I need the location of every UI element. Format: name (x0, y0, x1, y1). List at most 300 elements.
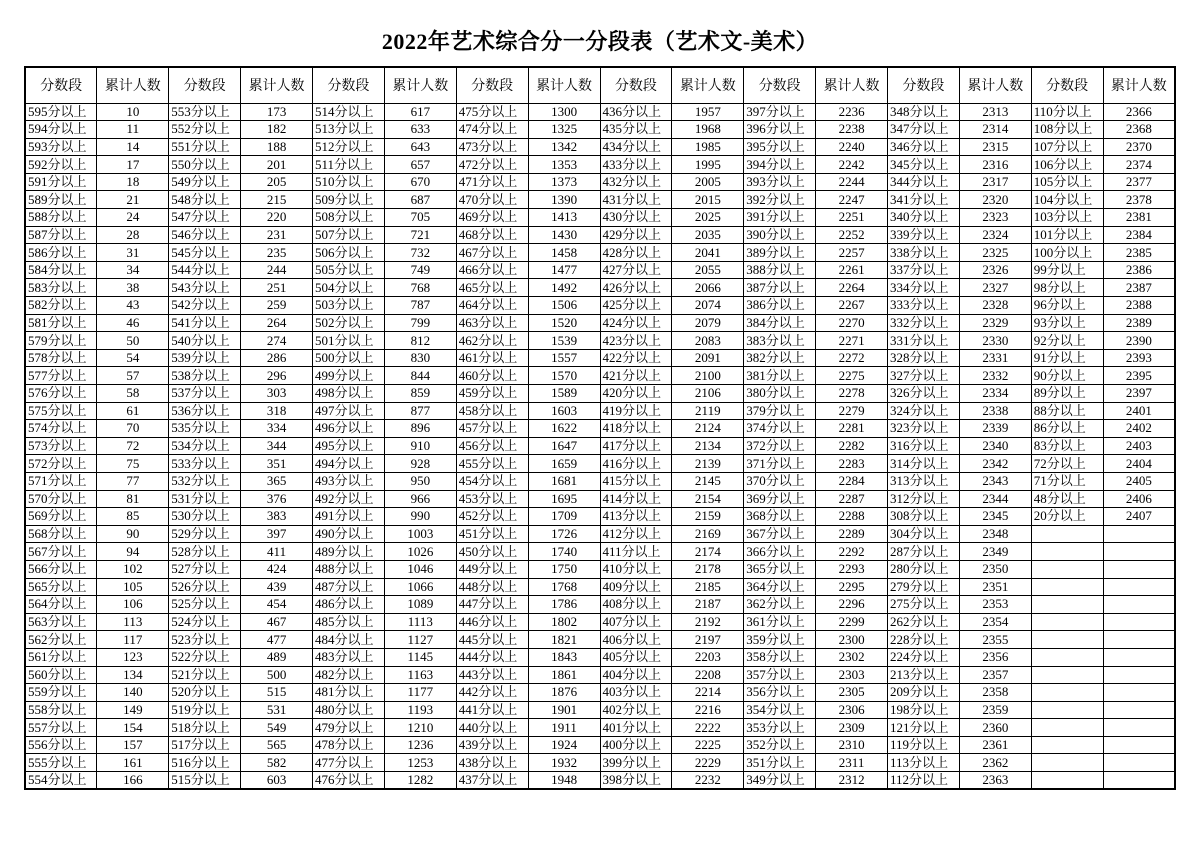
score-range-cell: 525分以上 (169, 596, 241, 614)
score-range-cell: 548分以上 (169, 191, 241, 209)
cumulative-count-cell: 2159 (672, 508, 744, 526)
score-range-cell: 354分以上 (744, 701, 816, 719)
cumulative-count-cell: 1300 (528, 103, 600, 121)
score-range-cell: 425分以上 (600, 297, 672, 315)
score-range-cell: 398分以上 (600, 772, 672, 790)
table-row (25, 684, 1175, 702)
cumulative-count-cell: 2406 (1103, 490, 1175, 508)
score-range-cell: 539分以上 (169, 349, 241, 367)
cumulative-count-cell: 721 (384, 226, 456, 244)
cumulative-count-cell: 1373 (528, 173, 600, 191)
cumulative-count-cell: 2317 (959, 173, 1031, 191)
table-body (25, 103, 1175, 789)
cumulative-count-cell: 2324 (959, 226, 1031, 244)
cumulative-count-cell: 113 (97, 613, 169, 631)
cumulative-count-cell (1103, 701, 1175, 719)
score-range-cell: 304分以上 (888, 525, 960, 543)
score-range-cell: 389分以上 (744, 244, 816, 262)
score-range-cell: 582分以上 (25, 297, 97, 315)
cumulative-count-cell: 477 (241, 631, 313, 649)
score-range-cell: 449分以上 (456, 560, 528, 578)
score-range-cell: 523分以上 (169, 631, 241, 649)
header-cumulative-count: 累计人数 (959, 67, 1031, 103)
cumulative-count-cell: 2311 (816, 754, 888, 772)
cumulative-count-cell: 2299 (816, 613, 888, 631)
table-row (25, 437, 1175, 455)
score-range-cell: 88分以上 (1031, 402, 1103, 420)
cumulative-count-cell: 910 (384, 437, 456, 455)
cumulative-count-cell: 768 (384, 279, 456, 297)
table-row (25, 578, 1175, 596)
score-range-cell: 468分以上 (456, 226, 528, 244)
score-range-cell: 530分以上 (169, 508, 241, 526)
cumulative-count-cell: 1282 (384, 772, 456, 790)
cumulative-count-cell: 90 (97, 525, 169, 543)
score-range-cell: 460分以上 (456, 367, 528, 385)
cumulative-count-cell: 2395 (1103, 367, 1175, 385)
cumulative-count-cell: 154 (97, 719, 169, 737)
score-range-cell: 502分以上 (313, 314, 385, 332)
table-row (25, 367, 1175, 385)
score-range-cell: 91分以上 (1031, 349, 1103, 367)
cumulative-count-cell: 173 (241, 103, 313, 121)
cumulative-count-cell: 2216 (672, 701, 744, 719)
cumulative-count-cell: 201 (241, 156, 313, 174)
cumulative-count-cell: 1390 (528, 191, 600, 209)
cumulative-count-cell: 2359 (959, 701, 1031, 719)
score-range-cell: 328分以上 (888, 349, 960, 367)
cumulative-count-cell: 1477 (528, 261, 600, 279)
score-range-cell: 349分以上 (744, 772, 816, 790)
score-range-cell: 471分以上 (456, 173, 528, 191)
cumulative-count-cell: 296 (241, 367, 313, 385)
cumulative-count-cell: 43 (97, 297, 169, 315)
cumulative-count-cell: 2287 (816, 490, 888, 508)
cumulative-count-cell: 244 (241, 261, 313, 279)
table-row (25, 209, 1175, 227)
score-range-cell: 339分以上 (888, 226, 960, 244)
cumulative-count-cell: 2348 (959, 525, 1031, 543)
cumulative-count-cell: 251 (241, 279, 313, 297)
cumulative-count-cell: 2079 (672, 314, 744, 332)
cumulative-count-cell: 2405 (1103, 472, 1175, 490)
table-row (25, 490, 1175, 508)
score-range-cell: 521分以上 (169, 666, 241, 684)
cumulative-count-cell: 2055 (672, 261, 744, 279)
cumulative-count-cell: 2403 (1103, 437, 1175, 455)
cumulative-count-cell: 1995 (672, 156, 744, 174)
cumulative-count-cell: 2350 (959, 560, 1031, 578)
table-row (25, 279, 1175, 297)
score-range-cell: 451分以上 (456, 525, 528, 543)
cumulative-count-cell: 2363 (959, 772, 1031, 790)
score-range-cell: 536分以上 (169, 402, 241, 420)
score-range-cell: 417分以上 (600, 437, 672, 455)
score-range-cell: 358分以上 (744, 648, 816, 666)
score-range-cell (1031, 525, 1103, 543)
score-range-cell: 366分以上 (744, 543, 816, 561)
cumulative-count-cell: 1193 (384, 701, 456, 719)
score-range-cell (1031, 754, 1103, 772)
cumulative-count-cell: 1802 (528, 613, 600, 631)
cumulative-count-cell: 235 (241, 244, 313, 262)
table-row (25, 402, 1175, 420)
score-range-cell: 540分以上 (169, 332, 241, 350)
score-range-cell: 86分以上 (1031, 420, 1103, 438)
table-row (25, 420, 1175, 438)
score-range-cell: 591分以上 (25, 173, 97, 191)
score-range-cell: 380分以上 (744, 385, 816, 403)
cumulative-count-cell: 531 (241, 701, 313, 719)
score-range-cell: 391分以上 (744, 209, 816, 227)
score-range-cell: 489分以上 (313, 543, 385, 561)
score-range-cell: 564分以上 (25, 596, 97, 614)
cumulative-count-cell: 2229 (672, 754, 744, 772)
cumulative-count-cell: 365 (241, 472, 313, 490)
cumulative-count-cell: 1726 (528, 525, 600, 543)
cumulative-count-cell: 1647 (528, 437, 600, 455)
cumulative-count-cell: 2404 (1103, 455, 1175, 473)
cumulative-count-cell: 2271 (816, 332, 888, 350)
score-range-cell: 428分以上 (600, 244, 672, 262)
cumulative-count-cell: 1861 (528, 666, 600, 684)
cumulative-count-cell: 1603 (528, 402, 600, 420)
score-range-cell: 588分以上 (25, 209, 97, 227)
score-range-cell (1031, 613, 1103, 631)
score-range-cell: 71分以上 (1031, 472, 1103, 490)
score-range-cell: 472分以上 (456, 156, 528, 174)
cumulative-count-cell: 2355 (959, 631, 1031, 649)
score-range-cell: 384分以上 (744, 314, 816, 332)
score-range-cell: 519分以上 (169, 701, 241, 719)
cumulative-count-cell: 2381 (1103, 209, 1175, 227)
score-range-cell: 439分以上 (456, 736, 528, 754)
cumulative-count-cell: 21 (97, 191, 169, 209)
score-range-cell (1031, 596, 1103, 614)
score-range-cell: 559分以上 (25, 684, 97, 702)
cumulative-count-cell: 38 (97, 279, 169, 297)
cumulative-count-cell: 617 (384, 103, 456, 121)
cumulative-count-cell: 1932 (528, 754, 600, 772)
cumulative-count-cell: 2356 (959, 648, 1031, 666)
cumulative-count-cell: 1353 (528, 156, 600, 174)
score-range-cell: 121分以上 (888, 719, 960, 737)
score-range-cell: 400分以上 (600, 736, 672, 754)
cumulative-count-cell: 1924 (528, 736, 600, 754)
cumulative-count-cell: 2244 (816, 173, 888, 191)
cumulative-count-cell: 1821 (528, 631, 600, 649)
cumulative-count-cell (1103, 719, 1175, 737)
score-range-cell: 553分以上 (169, 103, 241, 121)
score-range-cell: 478分以上 (313, 736, 385, 754)
score-range-cell: 436分以上 (600, 103, 672, 121)
cumulative-count-cell: 2083 (672, 332, 744, 350)
cumulative-count-cell: 2222 (672, 719, 744, 737)
cumulative-count-cell: 2270 (816, 314, 888, 332)
score-range-cell: 462分以上 (456, 332, 528, 350)
cumulative-count-cell: 1948 (528, 772, 600, 790)
cumulative-count-cell: 467 (241, 613, 313, 631)
score-range-cell: 551分以上 (169, 138, 241, 156)
score-range-cell: 72分以上 (1031, 455, 1103, 473)
cumulative-count-cell: 2247 (816, 191, 888, 209)
score-range-cell: 565分以上 (25, 578, 97, 596)
score-range-cell: 437分以上 (456, 772, 528, 790)
cumulative-count-cell: 149 (97, 701, 169, 719)
cumulative-count-cell: 2368 (1103, 121, 1175, 139)
score-range-cell: 537分以上 (169, 385, 241, 403)
cumulative-count-cell: 749 (384, 261, 456, 279)
score-range-cell: 465分以上 (456, 279, 528, 297)
cumulative-count-cell: 2343 (959, 472, 1031, 490)
cumulative-count-cell (1103, 596, 1175, 614)
cumulative-count-cell: 1968 (672, 121, 744, 139)
cumulative-count-cell: 1127 (384, 631, 456, 649)
score-range-cell: 352分以上 (744, 736, 816, 754)
cumulative-count-cell (1103, 648, 1175, 666)
score-range-cell: 461分以上 (456, 349, 528, 367)
score-range-cell: 412分以上 (600, 525, 672, 543)
cumulative-count-cell: 454 (241, 596, 313, 614)
score-range-cell: 392分以上 (744, 191, 816, 209)
cumulative-count-cell: 2134 (672, 437, 744, 455)
score-range-cell: 435分以上 (600, 121, 672, 139)
score-range-cell: 577分以上 (25, 367, 97, 385)
cumulative-count-cell: 2278 (816, 385, 888, 403)
cumulative-count-cell: 2174 (672, 543, 744, 561)
score-range-cell: 570分以上 (25, 490, 97, 508)
score-range-cell: 90分以上 (1031, 367, 1103, 385)
score-range-cell: 426分以上 (600, 279, 672, 297)
score-range-cell: 587分以上 (25, 226, 97, 244)
cumulative-count-cell: 2238 (816, 121, 888, 139)
cumulative-count-cell: 515 (241, 684, 313, 702)
table-row (25, 560, 1175, 578)
cumulative-count-cell: 489 (241, 648, 313, 666)
table-row (25, 736, 1175, 754)
cumulative-count-cell: 1413 (528, 209, 600, 227)
score-range-cell: 399分以上 (600, 754, 672, 772)
cumulative-count-cell: 376 (241, 490, 313, 508)
score-range-cell: 430分以上 (600, 209, 672, 227)
score-range-cell: 477分以上 (313, 754, 385, 772)
score-range-cell: 365分以上 (744, 560, 816, 578)
cumulative-count-cell (1103, 684, 1175, 702)
score-range-cell: 535分以上 (169, 420, 241, 438)
cumulative-count-cell: 1957 (672, 103, 744, 121)
score-range-cell: 589分以上 (25, 191, 97, 209)
score-range-cell: 409分以上 (600, 578, 672, 596)
cumulative-count-cell: 11 (97, 121, 169, 139)
cumulative-count-cell: 2074 (672, 297, 744, 315)
score-range-cell: 213分以上 (888, 666, 960, 684)
score-range-cell: 441分以上 (456, 701, 528, 719)
score-range-cell: 390分以上 (744, 226, 816, 244)
score-range-cell: 492分以上 (313, 490, 385, 508)
cumulative-count-cell: 2225 (672, 736, 744, 754)
score-range-cell: 401分以上 (600, 719, 672, 737)
score-range-cell: 454分以上 (456, 472, 528, 490)
table-row (25, 455, 1175, 473)
score-range-cell: 110分以上 (1031, 103, 1103, 121)
score-range-cell: 447分以上 (456, 596, 528, 614)
cumulative-count-cell: 157 (97, 736, 169, 754)
score-range-cell: 381分以上 (744, 367, 816, 385)
score-range-cell: 506分以上 (313, 244, 385, 262)
score-range-cell: 445分以上 (456, 631, 528, 649)
cumulative-count-cell: 2384 (1103, 226, 1175, 244)
cumulative-count-cell: 2349 (959, 543, 1031, 561)
table-row (25, 613, 1175, 631)
cumulative-count-cell: 2330 (959, 332, 1031, 350)
cumulative-count-cell: 2178 (672, 560, 744, 578)
score-range-cell: 542分以上 (169, 297, 241, 315)
score-range-cell: 561分以上 (25, 648, 97, 666)
cumulative-count-cell: 2185 (672, 578, 744, 596)
table-row (25, 226, 1175, 244)
cumulative-count-cell: 2327 (959, 279, 1031, 297)
score-range-cell: 543分以上 (169, 279, 241, 297)
score-range-cell: 382分以上 (744, 349, 816, 367)
cumulative-count-cell: 896 (384, 420, 456, 438)
cumulative-count-cell: 1750 (528, 560, 600, 578)
cumulative-count-cell: 286 (241, 349, 313, 367)
score-range-cell: 511分以上 (313, 156, 385, 174)
score-range-cell (1031, 772, 1103, 790)
cumulative-count-cell: 2267 (816, 297, 888, 315)
score-range-cell (1031, 560, 1103, 578)
score-range-cell: 501分以上 (313, 332, 385, 350)
cumulative-count-cell: 274 (241, 332, 313, 350)
score-range-cell: 494分以上 (313, 455, 385, 473)
score-range-cell: 448分以上 (456, 578, 528, 596)
table-row (25, 648, 1175, 666)
score-range-cell: 581分以上 (25, 314, 97, 332)
score-range-cell: 499分以上 (313, 367, 385, 385)
cumulative-count-cell: 2353 (959, 596, 1031, 614)
score-range-cell: 89分以上 (1031, 385, 1103, 403)
cumulative-count-cell: 877 (384, 402, 456, 420)
cumulative-count-cell: 46 (97, 314, 169, 332)
cumulative-count-cell: 1786 (528, 596, 600, 614)
cumulative-count-cell: 2313 (959, 103, 1031, 121)
score-range-cell: 92分以上 (1031, 332, 1103, 350)
score-range-cell: 414分以上 (600, 490, 672, 508)
score-range-cell: 568分以上 (25, 525, 97, 543)
cumulative-count-cell: 2302 (816, 648, 888, 666)
cumulative-count-cell: 106 (97, 596, 169, 614)
score-range-cell: 83分以上 (1031, 437, 1103, 455)
cumulative-count-cell: 134 (97, 666, 169, 684)
score-range-cell: 316分以上 (888, 437, 960, 455)
score-range-cell: 386分以上 (744, 297, 816, 315)
score-range-cell: 410分以上 (600, 560, 672, 578)
score-range-cell: 388分以上 (744, 261, 816, 279)
cumulative-count-cell: 34 (97, 261, 169, 279)
score-range-cell (1031, 736, 1103, 754)
score-range-cell: 544分以上 (169, 261, 241, 279)
score-range-cell: 418分以上 (600, 420, 672, 438)
cumulative-count-cell: 1325 (528, 121, 600, 139)
table-row (25, 543, 1175, 561)
cumulative-count-cell: 81 (97, 490, 169, 508)
cumulative-count-cell: 105 (97, 578, 169, 596)
score-range-cell: 481分以上 (313, 684, 385, 702)
table-header-row (25, 67, 1175, 103)
cumulative-count-cell: 2407 (1103, 508, 1175, 526)
score-range-cell: 407分以上 (600, 613, 672, 631)
score-range-cell: 331分以上 (888, 332, 960, 350)
cumulative-count-cell: 2344 (959, 490, 1031, 508)
cumulative-count-cell: 2390 (1103, 332, 1175, 350)
score-range-cell: 348分以上 (888, 103, 960, 121)
cumulative-count-cell: 565 (241, 736, 313, 754)
table-row (25, 121, 1175, 139)
score-range-cell: 576分以上 (25, 385, 97, 403)
score-range-cell: 413分以上 (600, 508, 672, 526)
cumulative-count-cell: 75 (97, 455, 169, 473)
score-range-cell: 533分以上 (169, 455, 241, 473)
cumulative-count-cell: 54 (97, 349, 169, 367)
cumulative-count-cell: 2015 (672, 191, 744, 209)
score-range-cell: 562分以上 (25, 631, 97, 649)
score-range-cell: 495分以上 (313, 437, 385, 455)
score-range-cell: 467分以上 (456, 244, 528, 262)
cumulative-count-cell: 2328 (959, 297, 1031, 315)
cumulative-count-cell: 2374 (1103, 156, 1175, 174)
score-range-cell: 433分以上 (600, 156, 672, 174)
header-score-range: 分数段 (25, 67, 97, 103)
score-range-cell: 578分以上 (25, 349, 97, 367)
cumulative-count-cell (1103, 666, 1175, 684)
score-range-cell: 485分以上 (313, 613, 385, 631)
cumulative-count-cell: 2251 (816, 209, 888, 227)
cumulative-count-cell: 303 (241, 385, 313, 403)
header-score-range: 分数段 (600, 67, 672, 103)
score-range-cell: 514分以上 (313, 103, 385, 121)
score-range-cell: 93分以上 (1031, 314, 1103, 332)
score-range-cell: 327分以上 (888, 367, 960, 385)
score-range-cell: 475分以上 (456, 103, 528, 121)
score-range-cell: 584分以上 (25, 261, 97, 279)
score-range-cell: 403分以上 (600, 684, 672, 702)
table-row (25, 472, 1175, 490)
cumulative-count-cell: 2358 (959, 684, 1031, 702)
score-range-cell: 356分以上 (744, 684, 816, 702)
cumulative-count-cell: 2261 (816, 261, 888, 279)
cumulative-count-cell: 2397 (1103, 385, 1175, 403)
score-range-cell: 572分以上 (25, 455, 97, 473)
cumulative-count-cell: 2351 (959, 578, 1031, 596)
cumulative-count-cell: 1342 (528, 138, 600, 156)
cumulative-count-cell: 928 (384, 455, 456, 473)
table-row (25, 173, 1175, 191)
score-range-cell: 404分以上 (600, 666, 672, 684)
score-range-cell: 503分以上 (313, 297, 385, 315)
score-range-cell: 524分以上 (169, 613, 241, 631)
cumulative-count-cell: 1458 (528, 244, 600, 262)
cumulative-count-cell: 50 (97, 332, 169, 350)
score-range-cell: 287分以上 (888, 543, 960, 561)
score-range-cell: 532分以上 (169, 472, 241, 490)
cumulative-count-cell: 859 (384, 385, 456, 403)
cumulative-count-cell: 2325 (959, 244, 1031, 262)
cumulative-count-cell: 2338 (959, 402, 1031, 420)
score-range-cell: 408分以上 (600, 596, 672, 614)
cumulative-count-cell: 2300 (816, 631, 888, 649)
cumulative-count-cell: 2401 (1103, 402, 1175, 420)
score-range-cell: 396分以上 (744, 121, 816, 139)
